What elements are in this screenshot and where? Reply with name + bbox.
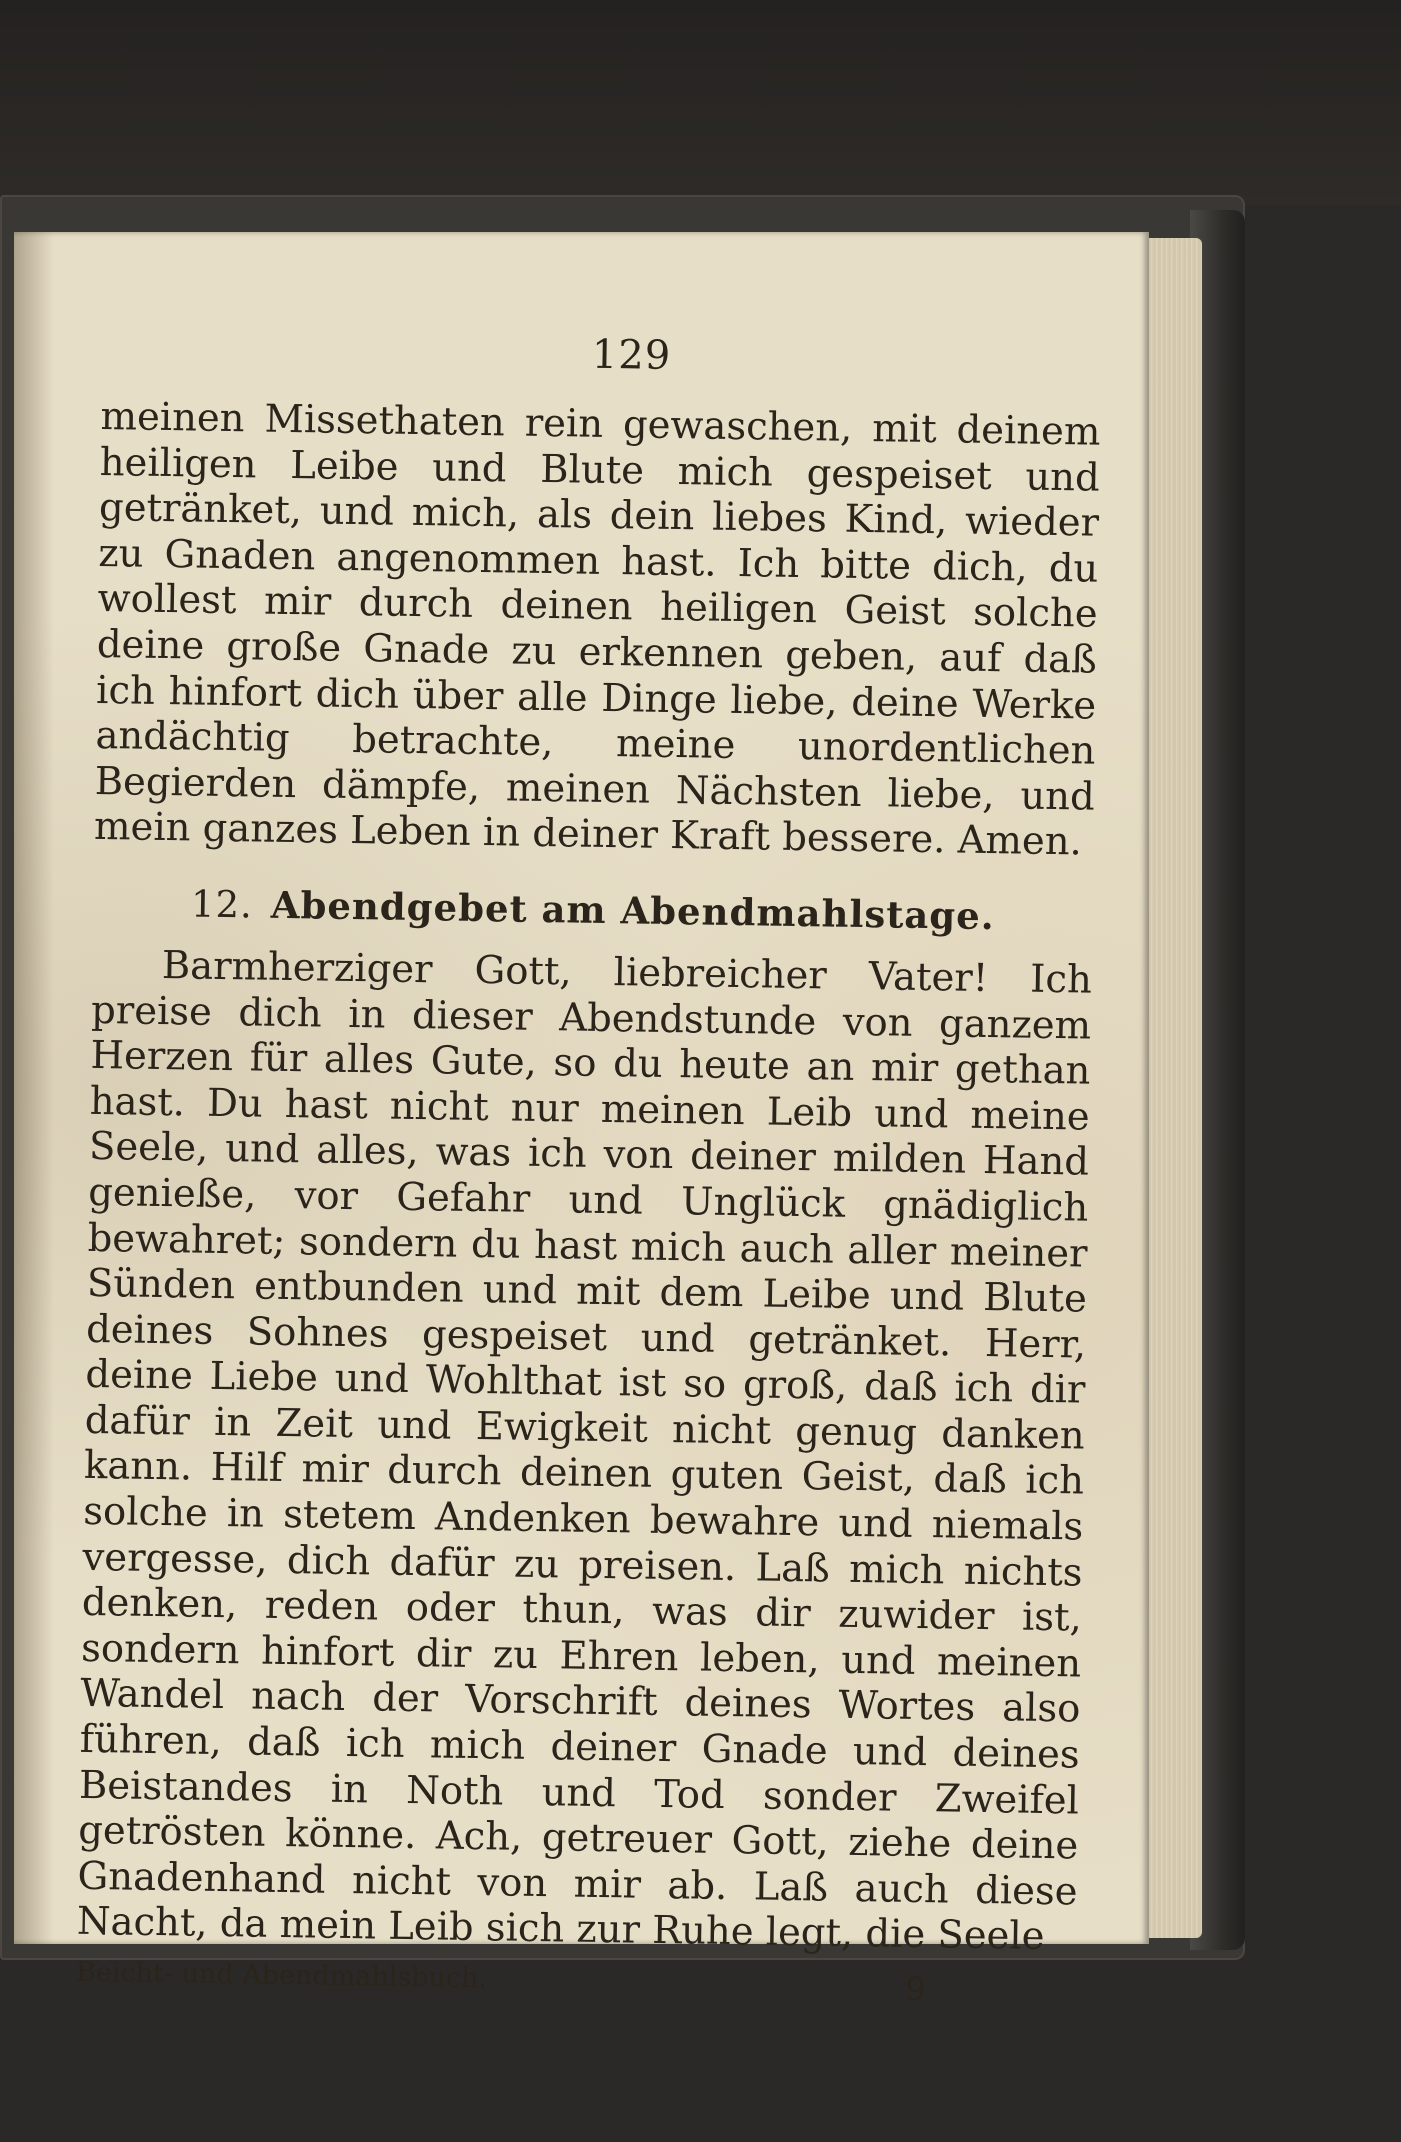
paragraph-2: Barmherziger Gott, liebreicher Vater! Ich preise dich in dieser Abendstunde von ganzem Herzen für alles Gute, so du heute an mir gethan hast. Du hast nicht nur meinen Leib und meine Seele, und alles, was ich von deiner milden Hand genieße, vor Gefahr und Unglück gnädiglich bewahret; sondern du hast mich auch aller meiner Sünden entbunden und mit dem Leibe und Blute deines Sohnes gespeiset und getränket. Herr, deine Liebe und Wohlthat ist so groß, daß ich dir dafür in Zeit und Ewigkeit nicht genug danken kann. Hilf mir durch deinen guten Geist, daß ich solche in stetem Andenken bewahre und niemals vergesse, dich dafür zu preisen. Laß mich nichts denken, reden oder thun, was dir zuwider ist, sondern hinfort dir zu Ehren leben, und meinen Wandel nach der Vorschrift deines Wortes also führen, daß ich mich deiner Gnade und deines Beistandes in Noth und Tod sonder Zweifel getrösten könne. Ach, getreuer Gott, ziehe deine Gnadenhand nicht von mir ab. Laß auch diese Nacht, da mein Leib sich zur Ruhe legt, die Seele xyxy=(76,942,1093,1960)
page-stack xyxy=(1142,238,1202,1938)
page-footer xyxy=(76,1957,1076,2011)
section-heading xyxy=(93,880,1094,940)
footer-title: Beicht- und Abendmahlsbuch. xyxy=(75,1956,488,1995)
page-number: 129 xyxy=(591,331,672,379)
spine-shadow xyxy=(14,232,54,1944)
text-block xyxy=(76,324,1102,2011)
footer-signature: 9 xyxy=(905,1969,927,2009)
paragraph-1: meinen Missethaten rein gewaschen, mit deinem heiligen Leibe und Blute mich gespeiset und getränket, und mich, als dein liebes Kind, wieder zu Gnaden angenommen hast. Ich bitte dich, du wollest mir durch deinen heiligen Geist solche deine große Gnade zu erkennen geben, auf daß ich hinfort dich über alle Dinge liebe, deine Werke andächtig betrachte, meine unordentlichen Begierden dämpfe, meinen Nächsten liebe, und mein ganzes Leben in deiner Kraft bessere. Amen. xyxy=(93,393,1101,865)
section-title: Abendgebet am Abendmahlstage. xyxy=(270,882,996,939)
section-number: 12. xyxy=(190,882,254,927)
background xyxy=(0,0,1401,205)
book-page xyxy=(14,232,1149,2009)
